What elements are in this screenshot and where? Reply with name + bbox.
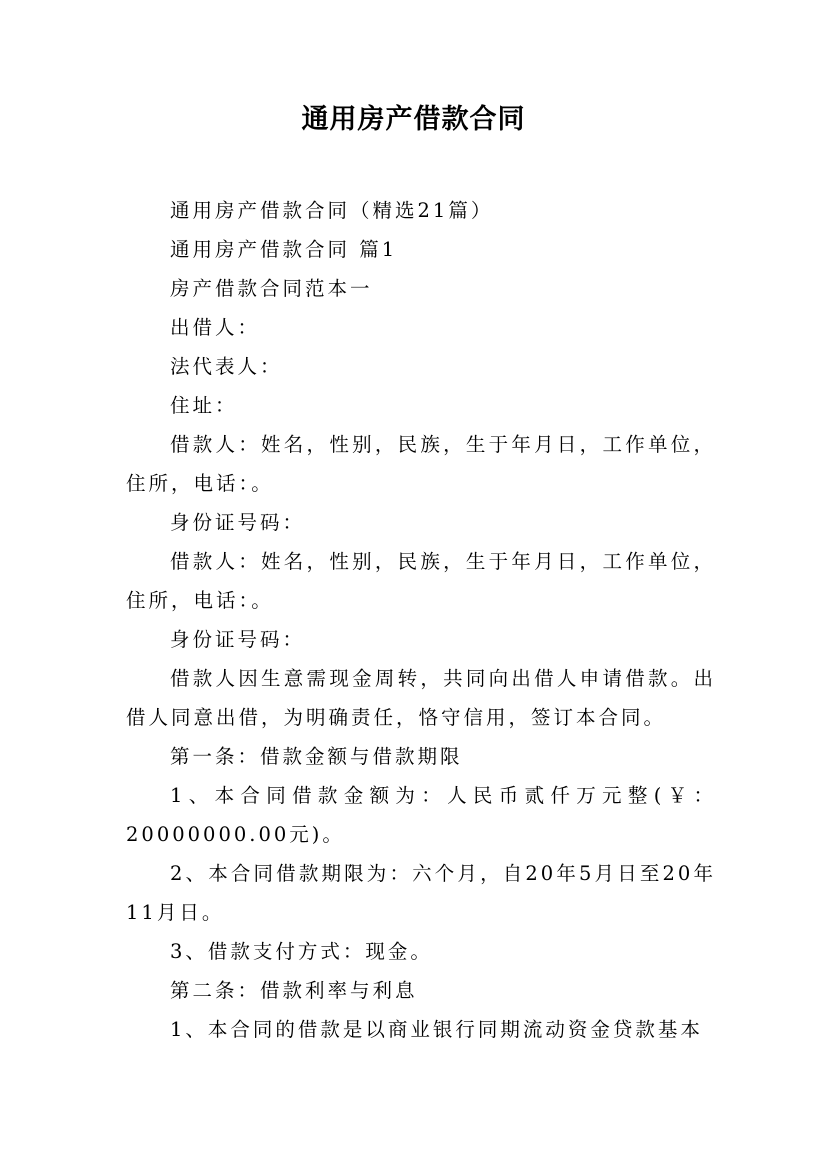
paragraph-borrower-2: 借款人：姓名，性别，民族，生于年月日，工作单位，住所，电话：。 [126,550,716,612]
paragraph-payment-method: 3、借款支付方式：现金。 [170,940,433,963]
paragraph-article-2-heading: 第二条：借款利率与利息 [170,979,418,1002]
paragraph-loan-term: 2、本合同借款期限为：六个月，自20年5月日至20年11月日。 [126,862,716,924]
paragraph-id-number-2: 身份证号码： [170,628,306,651]
paragraph-borrower-1: 借款人：姓名，性别，民族，生于年月日，工作单位，住所，电话：。 [126,433,716,495]
paragraph-section-heading: 通用房产借款合同 篇1 [170,238,398,261]
paragraph-template-name: 房产借款合同范本一 [170,277,373,300]
paragraph-lender: 出借人： [170,316,261,339]
paragraph-article-1-heading: 第一条：借款金额与借款期限 [170,745,463,768]
document-body [126,191,716,1049]
paragraph-loan-purpose: 借款人因生意需现金周转，共同向出借人申请借款。出借人同意出借，为明确责任，恪守信用，签订本合同。 [126,667,716,729]
paragraph-subtitle: 通用房产借款合同（精选21篇） [170,199,494,222]
paragraph-address: 住址： [170,394,238,417]
paragraph-legal-representative: 法代表人： [170,355,283,378]
paragraph-id-number-1: 身份证号码： [170,511,306,534]
document-title: 通用房产借款合同 [301,104,526,135]
paragraph-loan-amount: 1、本合同借款金额为：人民币贰仟万元整(￥：20000000.00元)。 [126,784,716,846]
paragraph-interest-rate: 1、本合同的借款是以商业银行同期流动资金贷款基本 [170,1018,703,1041]
